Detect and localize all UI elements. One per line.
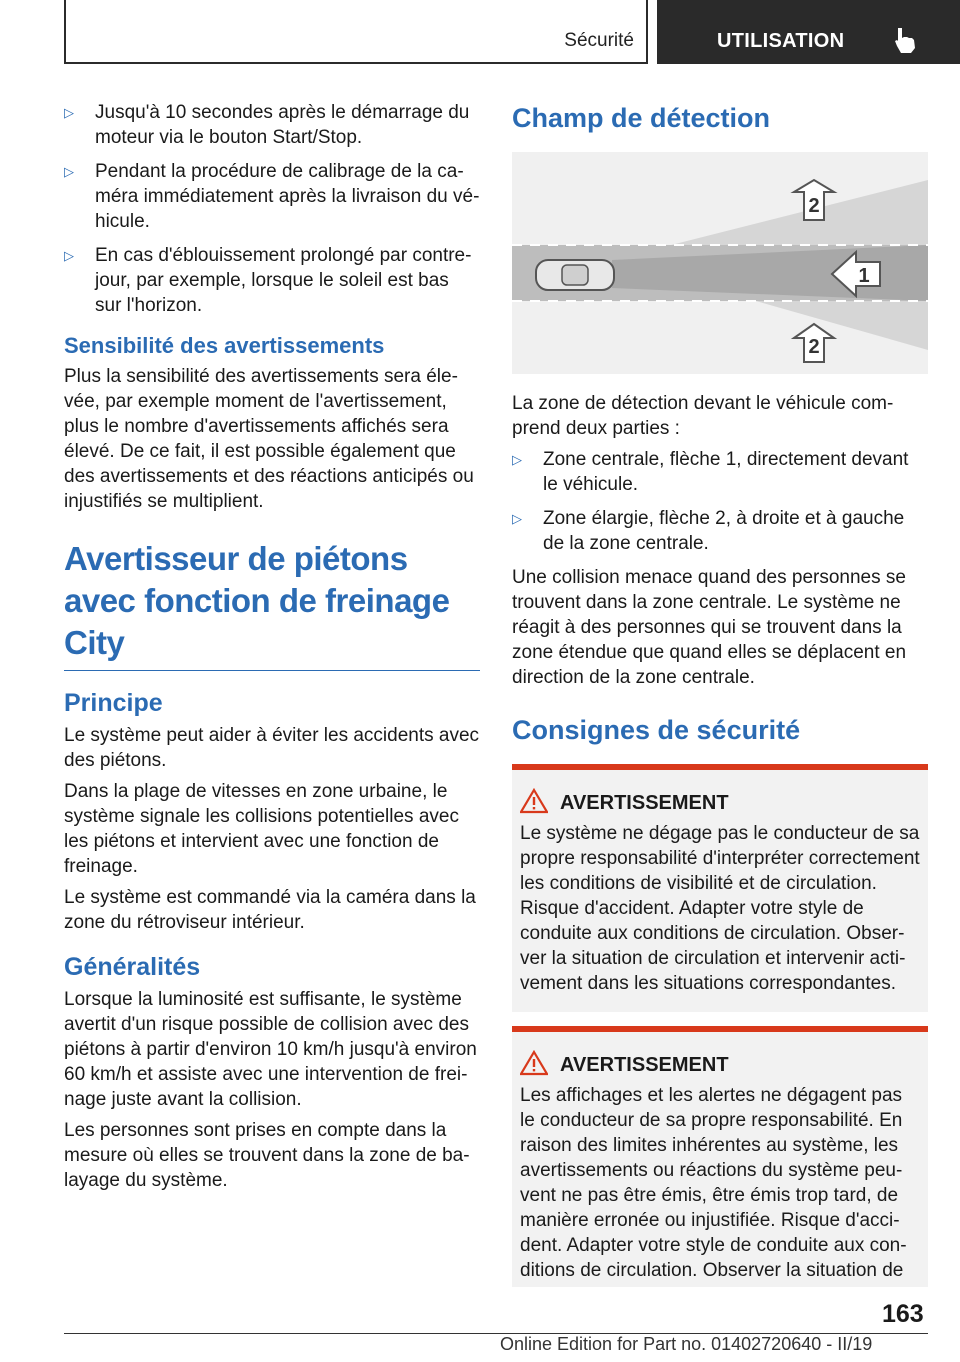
detection-field-illustration <box>512 152 928 374</box>
list-item: ▷ Zone élargie, flèche 2, à droite et à gauche de la zone centrale. <box>512 508 905 554</box>
principe-paragraph: Dans la plage de vitesses en zone urbaine, le système signale les collisions potentielles avec les piétons et intervient avec une fonction de freinage. <box>64 781 459 877</box>
list-item: ▷ Zone centrale, flèche 1, directement devant le véhicule. <box>512 449 909 495</box>
condition-list <box>64 100 480 318</box>
list-item: ▷ En cas d'éblouissement prolongé par contre-jour, par exemple, lorsque le soleil est bas sur l'horizon. <box>64 245 472 316</box>
warning-triangle-icon <box>520 788 548 814</box>
champ-paragraph: La zone de détection devant le véhicule comprend deux parties : <box>512 393 894 439</box>
figure-label: 1 <box>858 265 870 287</box>
warning-text: Les affichages et les alertes ne dégagent pas le conducteur de sa propre responsabilité. En raison des limites inhérentes au système, les avertissements ou réactions du système peuvent ne pas être émis, être émis trop tard, de manière erronée ou injustifiée. Risque d'accident. Adapter votre style de conduite aux conditions de circulation. Observer la situation de <box>520 1085 907 1281</box>
warning-text: Le système ne dégage pas le conducteur de sa propre responsabilité d'interpréter correctement les conditions de visibilité et de circulation. Risque d'accident. Adapter votre style de conduite aux conditions de circulation. Observer la situation de circulation et intervenir activement dans les situations correspondantes. <box>520 823 920 994</box>
triangle-bullet-icon: ▷ <box>64 248 74 263</box>
figure-label: 2 <box>808 336 820 358</box>
warning-box <box>512 1026 928 1287</box>
figure-label: 2 <box>808 195 820 217</box>
warning-box <box>512 764 928 1012</box>
generalites-paragraph: Les personnes sont prises en compte dans la mesure où elles se trouvent dans la zone de balayage du système. <box>64 1120 470 1191</box>
triangle-bullet-icon: ▷ <box>64 164 74 179</box>
list-item: ▷ Pendant la procédure de calibrage de la caméra immédiatement après la livraison du véhicule. <box>64 161 480 232</box>
generalites-heading: Généralités <box>64 953 201 981</box>
right-column <box>512 100 928 1301</box>
triangle-bullet-icon: ▷ <box>512 511 522 526</box>
consignes-heading: Consignes de sécurité <box>512 715 801 745</box>
principe-heading: Principe <box>64 689 163 717</box>
list-item: ▷ Jusqu'à 10 secondes après le démarrage du moteur via le bouton Start/Stop. <box>64 102 470 148</box>
zone-list <box>512 447 928 556</box>
champ-heading: Champ de détection <box>512 103 771 133</box>
principe-paragraph: Le système peut aider à éviter les accidents avec des piétons. <box>64 725 480 771</box>
page-number: 163 <box>882 1300 924 1328</box>
header-section-box <box>64 0 648 64</box>
triangle-bullet-icon: ▷ <box>64 105 74 120</box>
warning-title: AVERTISSEMENT <box>560 1054 729 1076</box>
header-section: Sécurité <box>564 30 634 51</box>
champ-paragraph: Une collision menace quand des personnes se trouvent dans la zone centrale. Le système ne réagit à des personnes qui se trouvent dans la zone étendue que quand elles se déplacent en direction de la zone centrale. <box>512 567 907 688</box>
header-chapter: UTILISATION <box>717 30 845 52</box>
principe-paragraph: Le système est commandé via la caméra dans la zone du rétroviseur intérieur. <box>64 887 476 933</box>
sensibilite-text: Plus la sensibilité des avertissements sera élevée, par exemple moment de l'avertissement, plus le nombre d'avertissements affichés sera élevé. De ce fait, il est possible également que des avertissements et des réactions anticipés ou injustifiés se multiplient. <box>64 366 474 512</box>
header-chapter-box <box>657 0 960 64</box>
generalites-paragraph: Lorsque la luminosité est suffisante, le système avertit d'un risque possible de collision avec des piétons à partir d'environ 10 km/h jusqu'à environ 60 km/h et assiste avec une intervention de freinage juste avant la collision. <box>64 989 477 1110</box>
warning-triangle-icon <box>520 1050 548 1076</box>
footer-edition: Online Edition for Part no. 01402720640 - II/19 <box>500 1334 873 1354</box>
main-heading: Avertisseur de piétons avec fonction de freinage City <box>64 538 480 671</box>
left-column <box>64 100 480 1199</box>
sensibilite-heading: Sensibilité des avertissements <box>64 333 385 358</box>
warning-title: AVERTISSEMENT <box>560 792 729 814</box>
triangle-bullet-icon: ▷ <box>512 452 522 467</box>
pointing-hand-icon <box>893 26 919 54</box>
